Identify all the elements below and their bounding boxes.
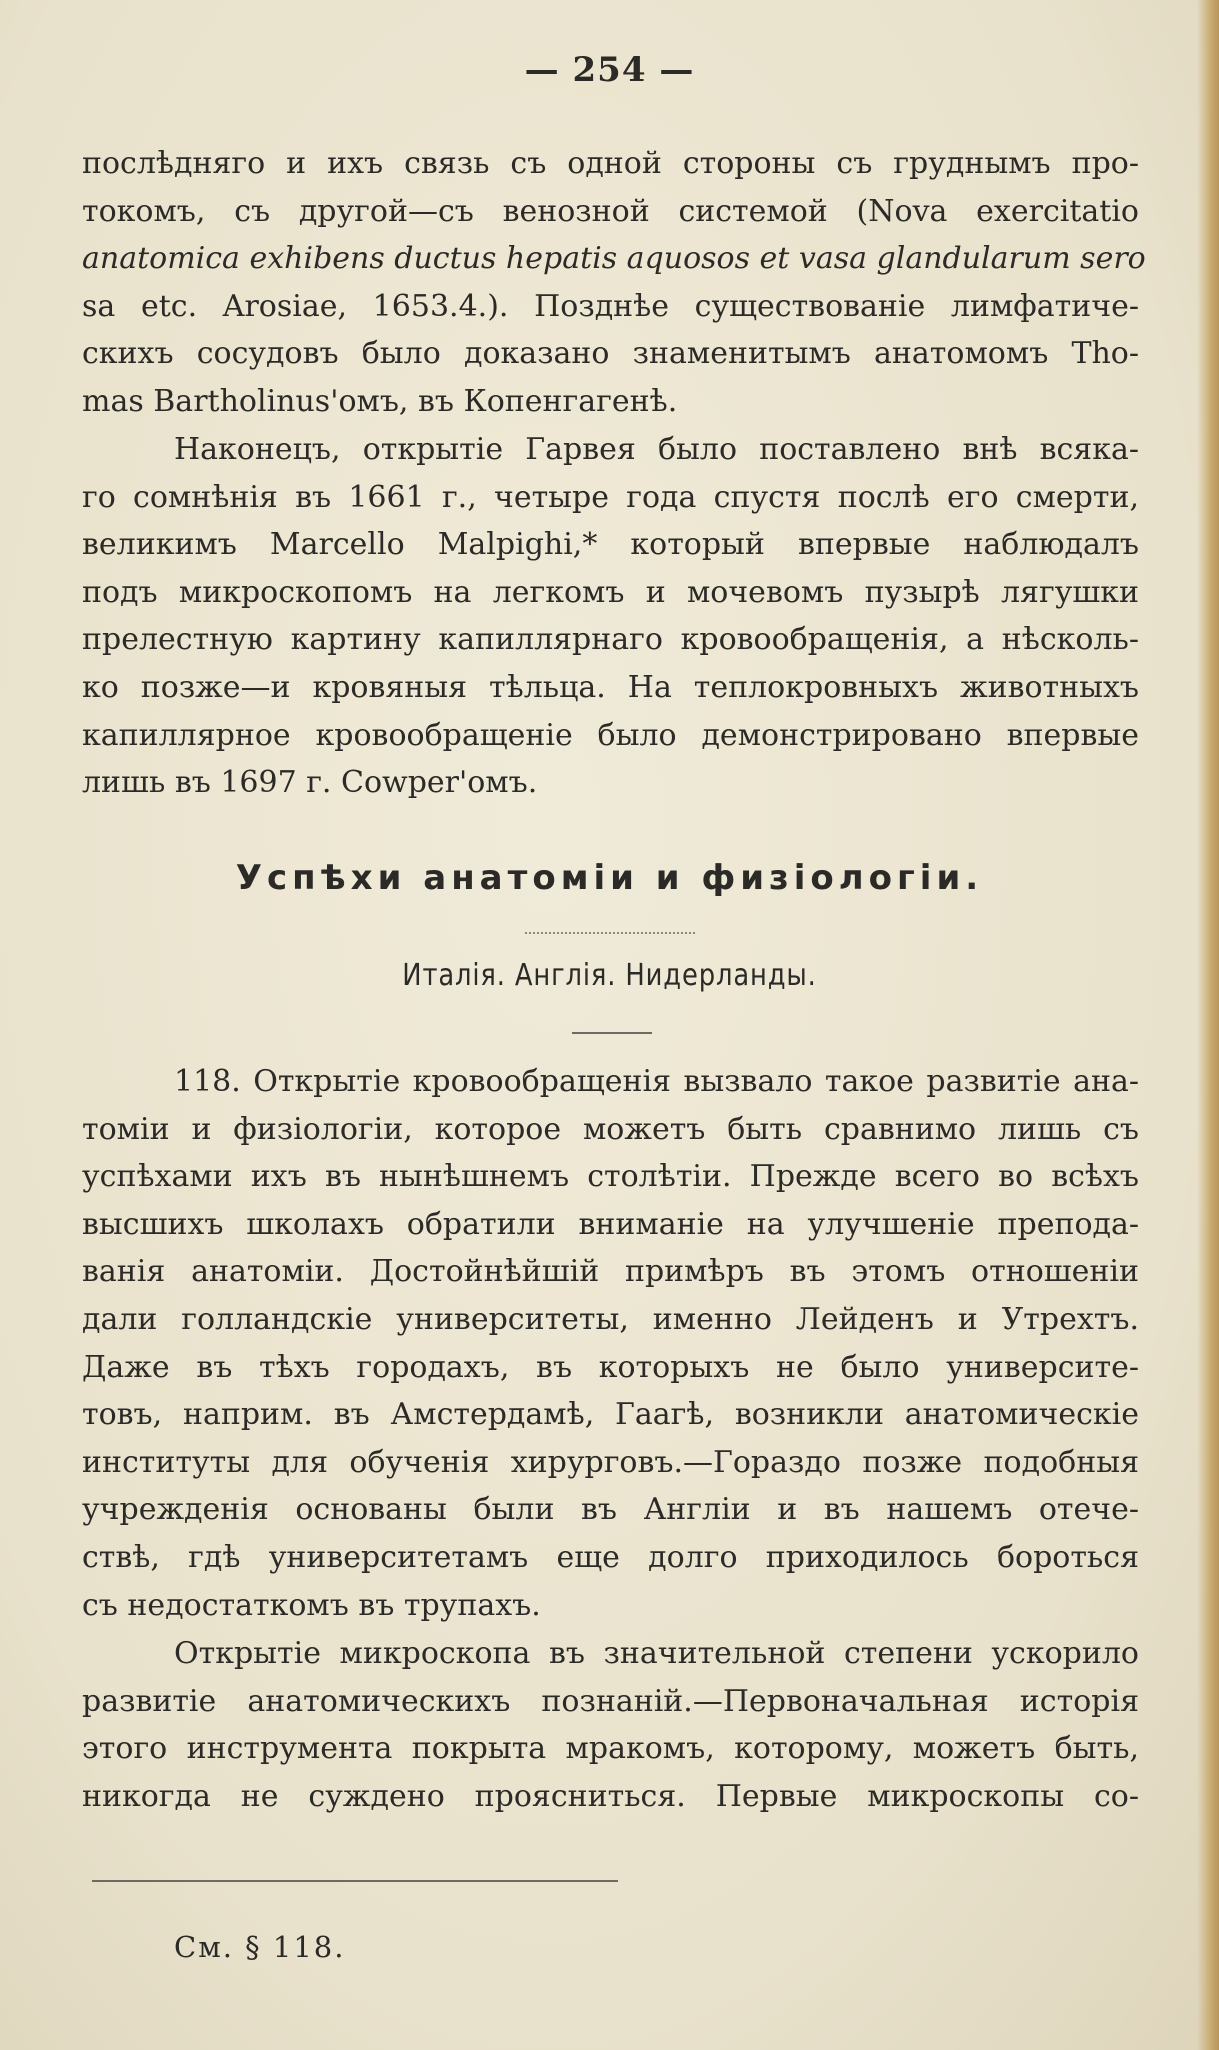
text-line: подъ микроскопомъ на легкомъ и мочевомъ пузырѣ лягушки bbox=[82, 574, 1139, 610]
text-line: учрежденія основаны были въ Англіи и въ нашемъ отече- bbox=[82, 1492, 1139, 1528]
text-line: капиллярное кровообращеніе было демонстрировано впервые bbox=[82, 717, 1139, 753]
heading-divider bbox=[525, 932, 695, 934]
text-line: прелестную картину капиллярнаго кровообращенія, а нѣсколь- bbox=[82, 622, 1139, 658]
subheading-divider bbox=[572, 1032, 652, 1034]
page-edge bbox=[1197, 0, 1219, 2050]
text-line: го сомнѣнія въ 1661 г., четыре года спустя послѣ его смерти, bbox=[82, 479, 1139, 515]
text-line: ванія анатоміи. Достойнѣйшій примѣръ въ этомъ отношеніи bbox=[82, 1254, 1139, 1290]
text-line: никогда не суждено проясниться. Первые микроскопы со- bbox=[82, 1778, 1139, 1814]
page-number: — 254 — bbox=[524, 50, 695, 90]
text-line: успѣхами ихъ въ нынѣшнемъ столѣтіи. Прежде всего во всѣхъ bbox=[82, 1159, 1139, 1195]
text-line: великимъ Marcello Malpighi,* который впервые наблюдалъ bbox=[82, 527, 1139, 563]
text-line: томіи и физіологіи, которое можетъ быть сравнимо лишь съ bbox=[82, 1111, 1139, 1147]
text-line: высшихъ школахъ обратили вниманіе на улучшеніе препода- bbox=[82, 1206, 1139, 1242]
text-line: 118. Открытіе кровообращенія вызвало такое развитіе ана- bbox=[174, 1064, 1139, 1099]
text-line: этого инструмента покрыта мракомъ, которому, можетъ быть, bbox=[82, 1731, 1139, 1767]
text-line: скихъ сосудовъ было доказано знаменитымъ анатомомъ Tho- bbox=[82, 336, 1139, 372]
text-line: токомъ, съ другой—съ венозной системой (Nova exercitatio bbox=[82, 193, 1139, 229]
text-line: послѣдняго и ихъ связь съ одной стороны съ груднымъ про- bbox=[82, 146, 1139, 181]
text-line: лишь въ 1697 г. Cowper'омъ. bbox=[82, 765, 538, 801]
text-line: sa etc. Arosiae, 1653.4.). Позднѣе существованіе лимфатиче- bbox=[82, 288, 1139, 324]
footnote-divider bbox=[92, 1880, 618, 1882]
text-line: товъ, наприм. въ Амстердамѣ, Гаагѣ, возникли анатомическіе bbox=[82, 1397, 1139, 1433]
section-subheading: Италія. Англія. Нидерланды. bbox=[402, 958, 817, 993]
paragraph-3 bbox=[82, 1058, 1139, 1629]
text-line: mas Bartholinus'омъ, въ Копенгагенѣ. bbox=[82, 383, 678, 419]
text-line: институты для обученія хирурговъ.—Гораздо позже подобныя bbox=[82, 1444, 1139, 1480]
text-line: ко позже—и кровяныя тѣльца. На теплокровныхъ животныхъ bbox=[82, 669, 1139, 705]
section-heading: Успѣхи анатоміи и физіологіи. bbox=[235, 858, 984, 898]
text-line: Даже въ тѣхъ городахъ, въ которыхъ не было университе- bbox=[82, 1349, 1139, 1385]
text-line: ствѣ, гдѣ университетамъ еще долго приходилось бороться bbox=[82, 1539, 1139, 1575]
text-line: развитіе анатомическихъ познаній.—Первоначальная исторія bbox=[82, 1683, 1139, 1719]
paragraph-4 bbox=[82, 1630, 1139, 1820]
text-line: Открытіе микроскопа въ значительной степени ускорило bbox=[174, 1636, 1139, 1671]
paragraph-2 bbox=[82, 426, 1139, 807]
text-line: Наконецъ, открытіе Гарвея было поставлено внѣ всяка- bbox=[174, 432, 1139, 467]
footnote: См. § 118. bbox=[174, 1930, 346, 1964]
text-line: дали голландскіе университеты, именно Лейденъ и Утрехтъ. bbox=[82, 1301, 1139, 1337]
text-line: съ недостаткомъ въ трупахъ. bbox=[82, 1587, 541, 1623]
paragraph-1 bbox=[82, 140, 1146, 426]
text-line: anatomica exhibens ductus hepatis aquosos et vasa glandularum sero bbox=[82, 241, 1146, 277]
